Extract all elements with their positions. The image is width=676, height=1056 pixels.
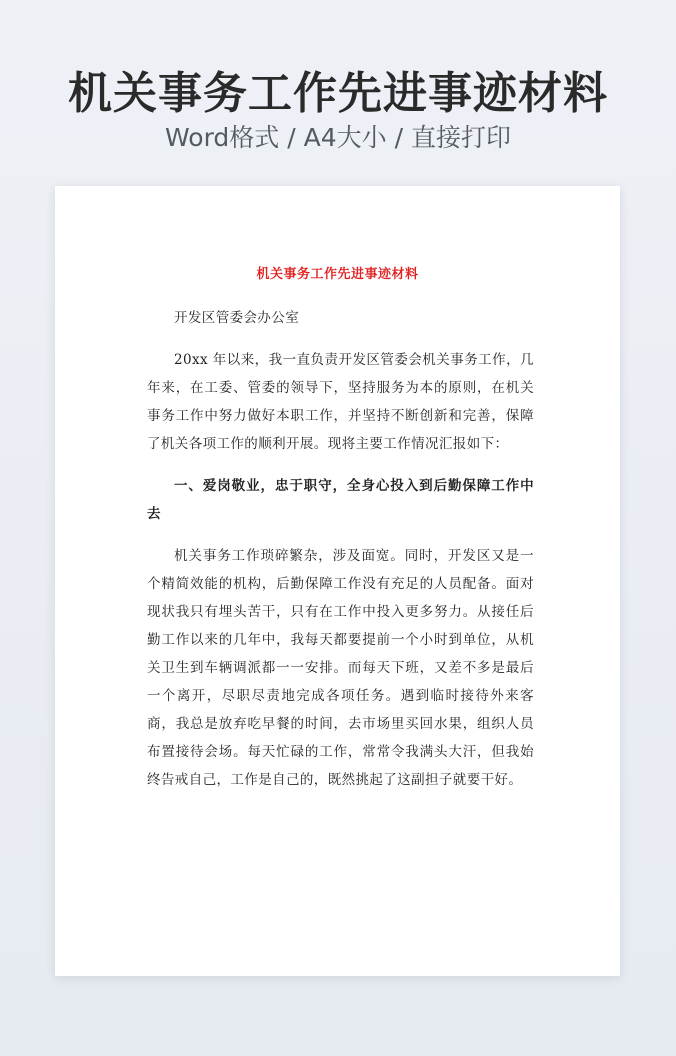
document-paragraph-intro: 20xx 年以来，我一直负责开发区管委会机关事务工作，几年来，在工委、管委的领导下，坚持服务为本的原则，在机关事务工作中努力做好本职工作，并坚持不断创新和完善，保障了机关各项工作的顺利开展。现将主要工作情况汇报如下： — [147, 352, 534, 452]
document-paragraph-section1: 机关事务工作琐碎繁杂，涉及面宽。同时，开发区又是一个精简效能的机构，后勤保障工作没有充足的人员配备。面对现状我只有埋头苦干，只有在工作中投入更多努力。从接任后勤工作以来的几年中，我每天都要提前一个小时到单位，从机关卫生到车辆调派都一一安排。而每天下班，又差不多是最后一个离开，尽职尽责地完成各项任务。遇到临时接待外来客商，我总是放弃吃早餐的时间，去市场里买回水果，组织人员布置接待会场。每天忙碌的工作，常常令我满头大汗，但我始终告戒自己，工作是自己的，既然挑起了这副担子就要干好。 — [147, 548, 534, 788]
banner-title: 机关事务工作先进事迹材料 — [68, 68, 608, 119]
document-page — [55, 186, 620, 976]
document-title: 机关事务工作先进事迹材料 — [256, 267, 419, 282]
banner-subtitle: Word格式 / A4大小 / 直接打印 — [165, 123, 511, 152]
document-org: 开发区管委会办公室 — [174, 310, 300, 326]
document-body — [147, 304, 534, 794]
document-section-heading: 一、爱岗敬业，忠于职守，全身心投入到后勤保障工作中去 — [147, 478, 534, 522]
